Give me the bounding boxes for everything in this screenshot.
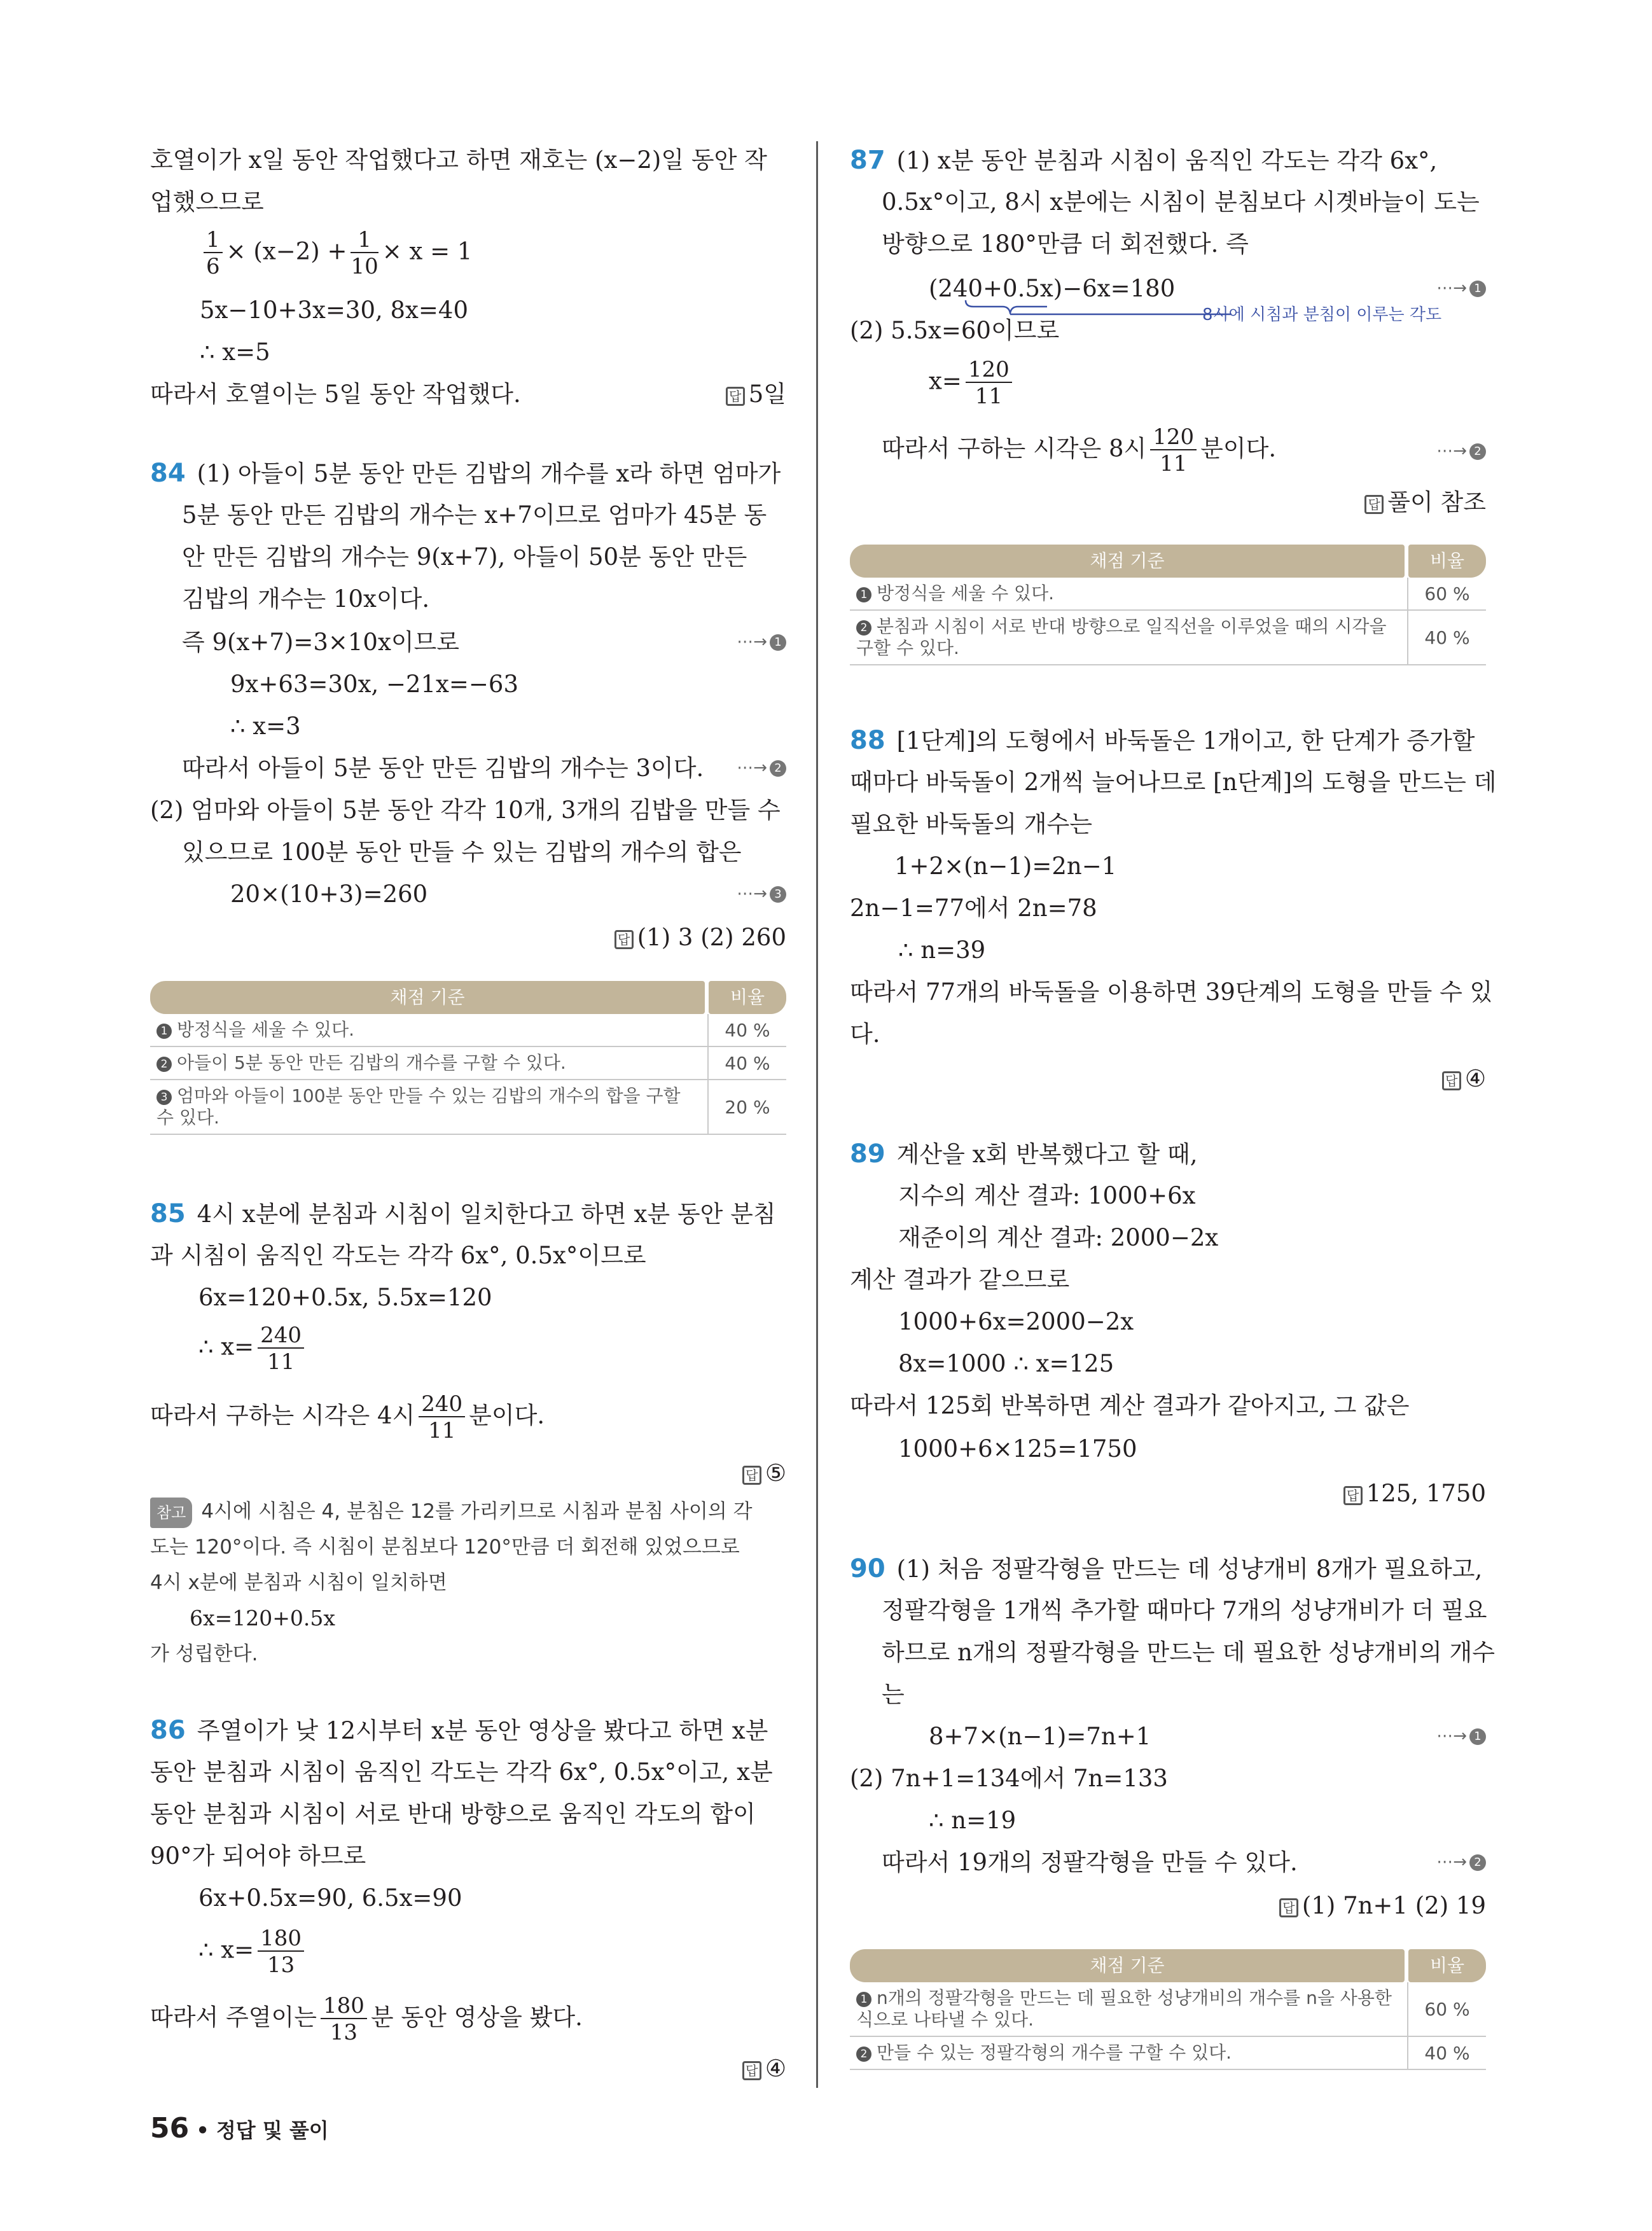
p87-line-4: (240+0.5x)−6x=180: [929, 275, 1176, 302]
scoring-table: [850, 545, 1486, 665]
p84-line-7: ∴ x=3: [230, 712, 301, 740]
p90-line-4: 는: [882, 1681, 905, 1708]
fraction: $\frac{120}{11}$: [1150, 426, 1197, 475]
p89-line-2: 지수의 계산 결과: 1000+6x: [898, 1182, 1196, 1209]
page-footer: [150, 2112, 329, 2144]
answer-icon: 답: [1279, 1898, 1298, 1917]
p89-line-8: 1000+6×125=1750: [898, 1435, 1137, 1463]
p84-answer: 답 (1) 3 (2) 260: [614, 922, 786, 953]
answer-icon: 답: [742, 1466, 761, 1485]
p88-line-7: 따라서 77개의 바둑돌을 이용하면 39단계의 도형을 만들 수 있: [850, 978, 1493, 1006]
p84-line-9: (2) 엄마와 아들이 5분 동안 각각 10개, 3개의 김밥을 만들 수: [150, 796, 781, 824]
cont-conclusion: 따라서 호열이는 5일 동안 작업했다.: [150, 380, 521, 408]
table-row: 1 방정식을 세울 수 있다. 60 %: [850, 578, 1486, 611]
cont-line-2: 업했으므로: [150, 188, 264, 216]
p90-line-5: 8+7×(n−1)=7n+1: [929, 1723, 1151, 1750]
answer-icon: 답: [726, 387, 745, 406]
p84-line-6: 9x+63=30x, −21x=−63: [230, 671, 518, 698]
fraction: $\frac{1}{6}$: [204, 229, 223, 277]
p86-line-7: 따라서 주열이는 $\frac{180}{13}$ 분 동안 영상을 봤다.: [150, 1993, 583, 2045]
page-number: 56: [150, 2112, 190, 2144]
p84-line-11: 20×(10+3)=260: [230, 880, 428, 908]
p86-line-4: 90°가 되어야 하므로: [150, 1842, 366, 1870]
table-row: 1 방정식을 세울 수 있다. 40 %: [150, 1014, 786, 1047]
p87-line-7: 따라서 구하는 시각은 8시 $\frac{120}{11}$ 분이다.: [882, 424, 1277, 476]
p88-line-3: 필요한 바둑돌의 개수는: [850, 810, 1092, 838]
p85-line-2: 과 시침이 움직인 각도는 각각 6x°, 0.5x°이므로: [150, 1242, 646, 1269]
p85-note-line-4: 6x=120+0.5x: [190, 1606, 335, 1630]
answer-icon: 답: [614, 930, 634, 949]
table-row: 3 엄마와 아들이 100분 동안 만들 수 있는 김밥의 개수의 합을 구할 수 있다. 20 %: [150, 1080, 786, 1135]
fraction: $\frac{240}{11}$: [258, 1324, 304, 1373]
p87-line-5: (2) 5.5x=60이므로: [850, 317, 1060, 344]
p85-line-4: ∴ x= $\frac{240}{11}$: [198, 1324, 308, 1373]
p84-line-2: 5분 동안 만든 김밥의 개수는 x+7이므로 엄마가 45분 동: [182, 501, 767, 529]
footer-label: 정답 및 풀이: [216, 2118, 329, 2143]
table-header: 채점 기준 비율: [150, 981, 786, 1014]
p90-line-2: 정팔각형을 1개씩 추가할 때마다 7개의 성냥개비가 더 필요: [882, 1597, 1487, 1624]
column-divider: [816, 141, 818, 2088]
note-tag: 참고: [150, 1498, 192, 1528]
p86-answer: 답 ④: [742, 2054, 786, 2084]
p86-line-3: 동안 분침과 시침이 서로 반대 방향으로 움직인 각도의 합이: [150, 1800, 756, 1828]
table-header: 채점 기준 비율: [850, 1949, 1486, 1982]
p86-line-2: 동안 분침과 시침이 움직인 각도는 각각 6x°, 0.5x°이고, x분: [150, 1758, 773, 1786]
step-marker: ⋯→ 1: [1436, 279, 1486, 298]
p86-line-6: ∴ x= $\frac{180}{13}$: [198, 1928, 308, 1976]
cont-line-1: 호열이가 x일 동안 작업했다고 하면 재호는 (x−2)일 동안 작: [150, 146, 767, 174]
problem-number: 89: [850, 1139, 885, 1169]
p85-answer: 답 ⑤: [742, 1458, 786, 1489]
p85-note-line-3: 4시 x분에 분침과 시침이 일치하면: [150, 1571, 447, 1594]
table-row: 2 분침과 시침이 서로 반대 방향으로 일직선을 이루었을 때의 시각을 구할 수 있다. 40 %: [850, 611, 1486, 665]
step-marker: ⋯→ 1: [737, 632, 786, 651]
p89-line-5: 1000+6x=2000−2x: [898, 1308, 1134, 1335]
p88-line-4: 1+2×(n−1)=2n−1: [894, 852, 1117, 880]
step-marker: ⋯→ 2: [1436, 1852, 1486, 1872]
p85-note-line-2: 도는 120°이다. 즉 시침이 분침보다 120°만큼 더 회전해 있었으므로: [150, 1536, 740, 1559]
p89-line-3: 재준이의 계산 결과: 2000−2x: [898, 1224, 1219, 1251]
p85-line-5: 따라서 구하는 시각은 4시 $\frac{240}{11}$ 분이다.: [150, 1391, 545, 1443]
scoring-table: [150, 981, 786, 1135]
cont-answer: 답 5일: [726, 379, 786, 410]
p88-line-1: 88 [1단계]의 도형에서 바둑돌은 1개이고, 한 단계가 증가할: [850, 726, 1475, 755]
problem-number: 86: [150, 1716, 186, 1745]
p85-note-line-5: 가 성립한다.: [150, 1643, 258, 1665]
cont-equation-1: $\frac{1}{6}$ × (x−2) + $\frac{1}{10}$ × x = 1: [200, 229, 472, 277]
step-marker: ⋯→ 2: [1436, 441, 1486, 461]
problem-number: 85: [150, 1199, 186, 1228]
p84-line-3: 안 만든 김밥의 개수는 9(x+7), 아들이 50분 동안 만든: [182, 543, 747, 571]
fraction: $\frac{240}{11}$: [419, 1393, 465, 1442]
p90-line-3: 하므로 n개의 정팔각형을 만드는 데 필요한 성냥개비의 개수: [882, 1639, 1495, 1666]
step-marker: ⋯→ 1: [1436, 1727, 1486, 1746]
step-marker: ⋯→ 3: [737, 884, 786, 903]
footer-separator: •: [196, 2118, 209, 2143]
fraction: $\frac{1}{10}$: [351, 227, 378, 279]
p84-line-10: 있으므로 100분 동안 만들 수 있는 김밥의 개수의 합은: [182, 838, 742, 866]
p88-line-8: 다.: [850, 1020, 880, 1048]
cont-equation-3: ∴ x=5: [200, 338, 270, 366]
p85-note-line-1: 참고 4시에 시침은 4, 분침은 12를 가리키므로 시침과 분침 사이의 각: [150, 1496, 753, 1528]
fraction: $\frac{120}{11}$: [966, 359, 1012, 407]
p88-answer: 답 ④: [1442, 1064, 1486, 1094]
p87-line-1: 87 (1) x분 동안 분침과 시침이 움직인 각도는 각각 6x°,: [850, 146, 1438, 175]
p86-line-1: 86 주열이가 낮 12시부터 x분 동안 영상을 봤다고 하면 x분: [150, 1716, 768, 1745]
problem-number: 87: [850, 146, 885, 175]
table-row: 1 n개의 정팔각형을 만드는 데 필요한 성냥개비의 개수를 n을 사용한 식으로 나타낼 수 있다. 60 %: [850, 1982, 1486, 2037]
p84-line-5: 즉 9(x+7)=3×10x이므로: [182, 629, 460, 656]
p90-line-8: 따라서 19개의 정팔각형을 만들 수 있다.: [882, 1849, 1298, 1876]
problem-number: 90: [850, 1554, 885, 1583]
table-row: 2 아들이 5분 동안 만든 김밥의 개수를 구할 수 있다. 40 %: [150, 1047, 786, 1080]
fraction: $\frac{180}{13}$: [321, 1995, 367, 2043]
p90-line-7: ∴ n=19: [929, 1807, 1017, 1834]
p90-line-1: 90 (1) 처음 정팔각형을 만드는 데 성냥개비 8개가 필요하고,: [850, 1554, 1483, 1583]
p84-line-8: 따라서 아들이 5분 동안 만든 김밥의 개수는 3이다.: [182, 754, 704, 782]
answer-icon: 답: [1343, 1486, 1363, 1505]
p88-line-2: 때마다 바둑돌이 2개씩 늘어나므로 [n단계]의 도형을 만드는 데: [850, 768, 1497, 796]
problem-number: 88: [850, 726, 885, 755]
p87-answer: 답 풀이 참조: [1364, 487, 1486, 518]
p89-line-7: 따라서 125회 반복하면 계산 결과가 같아지고, 그 값은: [850, 1392, 1410, 1419]
p87-line-2: 0.5x°이고, 8시 x분에는 시침이 분침보다 시곗바늘이 도는: [882, 188, 1480, 216]
p87-line-6: x= $\frac{120}{11}$: [929, 359, 1016, 407]
p90-line-6: (2) 7n+1=134에서 7n=133: [850, 1765, 1168, 1792]
p89-line-1: 89 계산을 x회 반복했다고 할 때,: [850, 1139, 1198, 1169]
table-row: 2 만들 수 있는 정팔각형의 개수를 구할 수 있다. 40 %: [850, 2037, 1486, 2070]
step-marker: ⋯→ 2: [737, 758, 786, 777]
table-header: 채점 기준 비율: [850, 545, 1486, 578]
answer-icon: 답: [1442, 1071, 1461, 1090]
p84-line-1: 84 (1) 아들이 5분 동안 만든 김밥의 개수를 x라 하면 엄마가: [150, 459, 781, 488]
p87-line-3: 방향으로 180°만큼 더 회전했다. 즉: [882, 230, 1249, 258]
problem-number: 84: [150, 459, 186, 488]
p89-line-4: 계산 결과가 같으므로: [850, 1266, 1070, 1293]
scoring-table: [850, 1949, 1486, 2070]
p88-line-5: 2n−1=77에서 2n=78: [850, 894, 1097, 922]
fraction: $\frac{180}{13}$: [258, 1928, 304, 1976]
p90-answer: 답 (1) 7n+1 (2) 19: [1279, 1891, 1486, 1921]
cont-equation-2: 5x−10+3x=30, 8x=40: [200, 296, 468, 324]
p84-line-4: 김밥의 개수는 10x이다.: [182, 585, 430, 613]
p89-line-6: 8x=1000 ∴ x=125: [898, 1350, 1114, 1377]
p85-line-3: 6x=120+0.5x, 5.5x=120: [198, 1284, 492, 1311]
answer-icon: 답: [742, 2061, 761, 2080]
p89-answer: 답 125, 1750: [1343, 1478, 1486, 1509]
p85-line-1: 85 4시 x분에 분침과 시침이 일치한다고 하면 x분 동안 분침: [150, 1199, 776, 1228]
p86-line-5: 6x+0.5x=90, 6.5x=90: [198, 1884, 462, 1912]
annotation-text: 8시에 시침과 분침이 이루는 각도: [1202, 305, 1442, 324]
answer-icon: 답: [1364, 495, 1384, 514]
p88-line-6: ∴ n=39: [898, 936, 986, 964]
